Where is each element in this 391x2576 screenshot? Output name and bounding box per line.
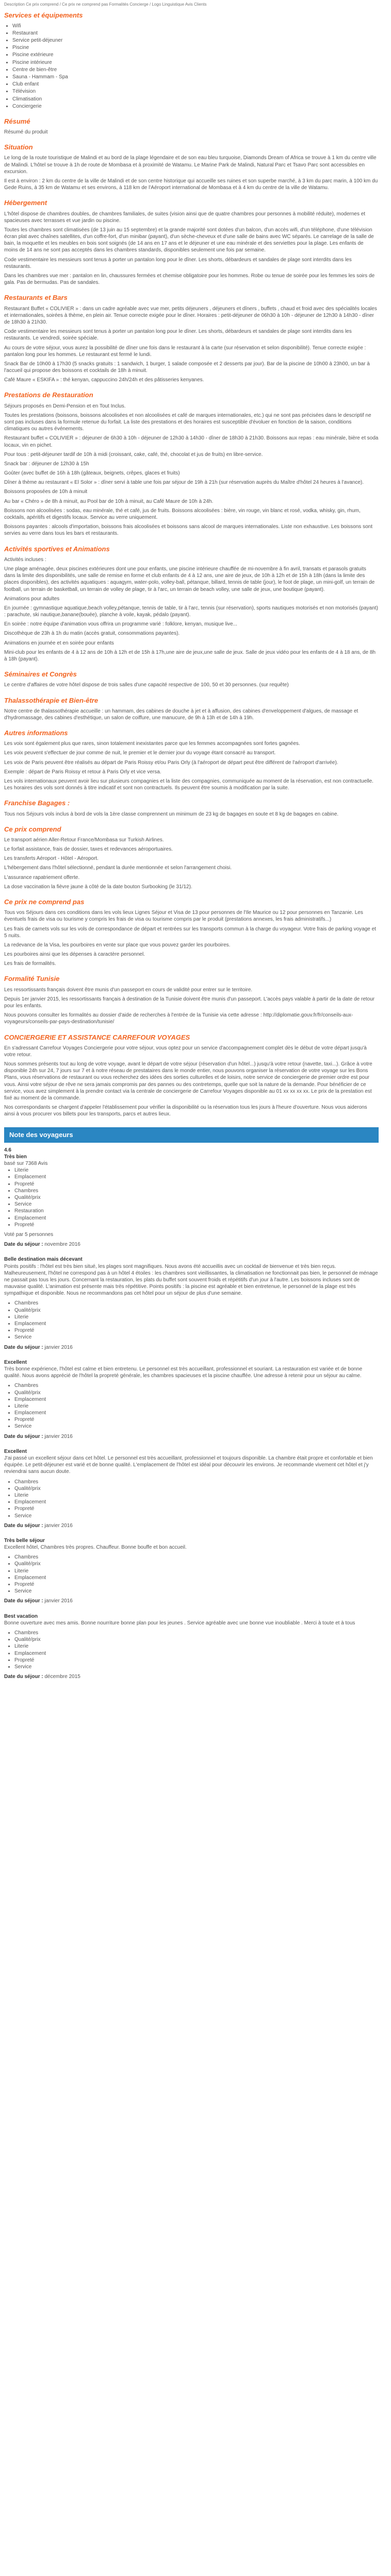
- section-title: Formalité Tunisie: [4, 975, 60, 983]
- section-paragraph: Boissons proposées de 10h à minuit: [4, 489, 88, 495]
- review-criterion: • Service: [14, 1201, 379, 1208]
- section-paragraph: L'hébergement dans l'hôtel sélectionné, pendant la durée mentionnée et selon l'arrangement choisi.: [4, 865, 232, 871]
- section-paragraph: Code vestimentaire les messieurs sont tenus à porter un pantalon long pour le dîner. Les shorts, débardeurs et sandales de plage sont interdits dans les restaurants.: [4, 257, 352, 269]
- review-criterion: • Service: [14, 1334, 379, 1341]
- amenity-item: • Wifi: [12, 23, 379, 29]
- review-criteria: [4, 1300, 379, 1341]
- section-title: Activités sportives et Animations: [4, 545, 110, 553]
- section-paragraph: Pour tous : petit-déjeuner tardif de 10h à midi (croissant, cake, café, thé, chocolat et jus de fruits) en libre-service.: [4, 451, 263, 457]
- review-criterion: • Emplacement: [14, 1320, 379, 1327]
- review-criterion: • Literie: [14, 1167, 379, 1174]
- section-paragraph: Mini-club pour les enfants de 4 à 12 ans de 10h à 12h et de 15h à 17h,une aire de jeux,une salle de jeux. Salle de jeux vidéo pour les enfants de 4 à 18 ans, de 8h à 18h (payant).: [4, 649, 376, 663]
- section-paragraph: Les transferts Aéroport - Hôtel - Aéroport.: [4, 856, 99, 862]
- review-title: Très bien: [4, 1154, 27, 1160]
- section-paragraph: Résumé du produit: [4, 129, 48, 135]
- review-date-label: Date du séjour :: [4, 1344, 43, 1350]
- review-criterion: • Qualité/prix: [14, 1485, 379, 1492]
- section-title: CONCIERGERIE ET ASSISTANCE CARREFOUR VOYAGES: [4, 1033, 190, 1041]
- review-criteria: [4, 1554, 379, 1595]
- section-paragraph: Animations pour adultes: [4, 596, 60, 602]
- review-criterion: • Service: [14, 1513, 379, 1519]
- section-paragraph: L'assurance rapatriement offerte.: [4, 874, 80, 880]
- review-criterion: • Restauration: [14, 1208, 379, 1214]
- amenities-list: [4, 23, 379, 110]
- section-paragraph: La redevance de la Visa, les pourboires en vente sur place que vous pouvez garder les pourboires.: [4, 942, 231, 948]
- review-date: janvier 2016: [44, 1522, 73, 1529]
- amenity-item: • Service petit-déjeuner: [12, 37, 379, 44]
- section-paragraph: Code vestimentaire les messieurs sont tenus à porter un pantalon long pour le dîner. Les shorts, débardeurs et sandales de plage sont interdits dans les restaurants. Le vendredi, soirée spéciale.: [4, 329, 352, 342]
- section-paragraph: Nous pouvons consulter les formalités au dossier d'aide de recherches à l'entrée de la Tunisie via cette adresse : http://diplomatie.gouv.fr/fr/conseils-aux-voyageurs/conseils-par-pays-destination/tunisie/: [4, 1012, 353, 1025]
- review-date-row: [4, 1522, 379, 1529]
- section-paragraph: En s'adressant Carrefour Voyages Conciergerie pour votre séjour, vous optez pour un service d'accompagnement complet dès le début de votre départ jusqu'à votre retour.: [4, 1045, 367, 1058]
- review-date-label: Date du séjour :: [4, 1433, 43, 1439]
- review-votes: Voté par 5 personnes: [4, 1231, 54, 1238]
- amenity-item: • Télévision: [12, 88, 379, 95]
- review-criterion: • Qualité/prix: [14, 1561, 379, 1567]
- section-paragraph: Les voix de Paris peuvent être réalisés au départ de Paris Roissy et/ou Paris Orly (à l'aéroport de départ peut être différent de l'aéroport d'arrivée).: [4, 759, 338, 766]
- section-paragraph: Boissons non alcoolisées : sodas, eau minérale, thé et café, jus de fruits. Boissons alcoolisées : bière, vin rouge, vin blanc et rosé, vodka, whisky, gin, rhum, cocktails, apéritifs et digestifs locaux. Service au verre uniquement.: [4, 507, 361, 521]
- review-criterion: • Qualité/prix: [14, 1636, 379, 1643]
- section-paragraph: Depuis 1er janvier 2015, les ressortissants français à destination de la Tunisie doivent être munis d'un passeport. L'accès pays valable à partir de la date de retour pour les enfants.: [4, 996, 375, 1009]
- section-paragraph: Au bar « Chéro » de 8h à minuit, au Pool bar de 10h à minuit, au Café Maure de 10h à 24h.: [4, 498, 214, 504]
- section-paragraph: Au cours de votre séjour, vous aurez la possibilité de dîner une fois dans le restaurant à la carte (sur réservation et selon disponibilité). Tenue correcte exigée : pantalon long pour les hommes. Le restaurant est fermé le lundi.: [4, 345, 366, 358]
- review-criterion: • Propreté: [14, 1222, 379, 1228]
- section-paragraph: Boissons payantes : alcools d'importation, boissons frais alcoolisées et boissons sans alcool de marques internationales. Liste non exhaustive. Les boissons sont servies au verre dans tous les bars et restaurants.: [4, 524, 372, 537]
- reviews-banner: Note des voyageurs: [4, 1127, 379, 1143]
- section-paragraph: Goûter (avec buffet de 16h à 18h (gâteaux, beignets, crêpes, glaces et fruits): [4, 470, 180, 477]
- review-criterion: • Chambres: [14, 1300, 379, 1307]
- section-paragraph: L'hôtel dispose de chambres doubles, de chambres familiales, de suites (vision ainsi que de quatre chambres pour personnes à mobilité réduite), modernes et spacieuses avec terrasses et vue jardin ou piscine.: [4, 211, 366, 224]
- section-paragraph: Le transport aérien Aller-Retour France/Mombasa sur Turkish Airlines.: [4, 837, 164, 843]
- amenity-item: • Piscine extérieure: [12, 52, 379, 58]
- section-title: Autres informations: [4, 729, 68, 737]
- amenity-item: • Conciergerie: [12, 103, 379, 110]
- section-title: Restaurants et Bars: [4, 294, 68, 302]
- review-date: janvier 2016: [44, 1598, 73, 1604]
- reviews-list: [4, 1147, 379, 1681]
- section-paragraph: Les vols internationaux peuvent avoir lieu sur plusieurs compagnies et la liste des compagnies, communiquée au moment de la réservation, est non contractuelle. Les horaires des vols sont donnés à titre indicatif et sont non contractuels. Ils peuvent être soumis à modification par la suite.: [4, 778, 373, 791]
- review-criterion: • Literie: [14, 1643, 379, 1650]
- section-paragraph: Nos correspondants se chargent d'appeler l'établissement pour vérifier la disponibilité ou la réservation tous les jours à l'heure d'ouverture. Nous vous aiderons ainsi à vous procurer vos billets pour les transports, parcs et autres lieux.: [4, 1105, 367, 1117]
- amenity-item: • Club enfant: [12, 81, 379, 88]
- review: [4, 1256, 379, 1350]
- review-date-row: [4, 1241, 379, 1248]
- section-paragraph: Snack Bar de 10h00 à 17h30 (5 snacks gratuits : 1 sandwich, 1 burger, 1 salade composée et 2 desserts par jour). Bar de la piscine de 10h00 à 23h00, un bar à l'accueil qui propose des boissons et cocktails de 18h à minuit.: [4, 361, 370, 374]
- section-paragraph: Il est à environ : 2 km du centre de la ville de Malindi et de son centre historique qui accueille ses ruines et son superbe marché, à 3 km du parc marin, à 100 km du Gede Ruins, à 35 km de Watamu et ses environs, à 118 km de l'Aéroport international de Mombasa et à 4 km du centre de la ville de Watamu.: [4, 178, 378, 191]
- review-date-label: Date du séjour :: [4, 1242, 43, 1248]
- review-criteria: [4, 1479, 379, 1519]
- review: [4, 1147, 379, 1248]
- review-date: janvier 2016: [44, 1433, 73, 1439]
- review-text: Excellent hôtel, Chambres très propres. Chauffeur. Bonne bouffe et bon accueil.: [4, 1545, 187, 1551]
- review-date-label: Date du séjour :: [4, 1522, 43, 1529]
- section-paragraph: Restaurant Buffet « COLIVIER » : dans un cadre agréable avec vue mer, petits déjeuners , déjeuners et dîners , buffets , chaud et froid avec des spécialités locales et internationales, soirées à thème, en plein air. Tenue correcte exigée pour le dîner. Horaires : petit-déjeuner de 06h30 à 10h - déjeuner de 12h30 à 14h30 - dîner de 18h30 à 21h30.: [4, 306, 377, 325]
- review-criterion: • Emplacement: [14, 1650, 379, 1657]
- section-title: Résumé: [4, 117, 30, 125]
- review-criterion: • Chambres: [14, 1382, 379, 1389]
- section-title: Hébergement: [4, 199, 47, 207]
- section-paragraph: Séjours proposés en Demi-Pension et en Tout Inclus.: [4, 403, 126, 409]
- review-criterion: • Chambres: [14, 1188, 379, 1194]
- review-criterion: • Emplacement: [14, 1410, 379, 1416]
- review-criterion: • Service: [14, 1588, 379, 1595]
- review: [4, 1613, 379, 1681]
- page-description: Description Ce prix comprend / Ce prix ne comprend pas Formalités Concierge / Logo Linguistique Avis Clients: [4, 2, 207, 7]
- section-paragraph: Café Maure « ESKIFA » : thé kenyan, cappuccino 24h/24h et des pâtisseries kenyanes.: [4, 377, 204, 383]
- amenity-item: • Restaurant: [12, 30, 379, 37]
- review-date: janvier 2016: [44, 1344, 73, 1350]
- review-criterion: • Propreté: [14, 1181, 379, 1188]
- review-criterion: • Chambres: [14, 1554, 379, 1561]
- section-paragraph: Les voix peuvent s'effectuer de jour comme de nuit, le premier et le dernier jour du voyage étant consacré au transport.: [4, 750, 276, 756]
- section-paragraph: Toutes les prestations (boissons, boissons alcoolisées et non alcoolisées et café de marques internationales, etc.) qui ne sont pas précisées dans le descriptif ne sont pas incluses dans la formule retenue du forfait. La liste des prestations et des horaires est susceptible d'évoluer en fonction de la saison, conditions climatiques ou autres événements.: [4, 412, 371, 432]
- review-text: Bonne ouverture avec mes amis. Bonne nourriture bonne plan pour les jeunes . Service agréable avec une bonne vue inoubliable . Merci à toute et à tous: [4, 1620, 355, 1626]
- review-date-row: [4, 1433, 379, 1440]
- review-score: 4.6: [4, 1147, 11, 1153]
- section-paragraph: Le long de la route touristique de Malindi et au bord de la plage légendaire et de son eau bleu turquoise, Diamonds Dream of Africa se trouve à 1 km du centre ville de Malindi. L'hôtel se trouve à 1h de route de Mombasa et à proximité de Watamu. Le Marine Park de Malindi, Natural Parc et Tsavo Parc sont accessibles en excursion.: [4, 155, 377, 175]
- review-text: J'ai passé un excellent séjour dans cet hôtel. Le personnel est très accueillant, professionnel et toujours disponible. La chambre était propre et confortable et bien équipée. Le petit-déjeuner est varié et de bonne qualité. L'emplacement de l'hôtel est idéal pour découvrir les environs. Je recommande vivement cet hôtel et j'y reviendrai sans aucun doute.: [4, 1455, 373, 1475]
- section-title: Ce prix ne comprend pas: [4, 897, 85, 906]
- section-paragraph: Tous nos Séjours vols inclus à bord de vols la 1ère classe comprennent un minimum de 23 kg de bagages en soute et 8 kg de bagages en cabine.: [4, 811, 339, 817]
- review-date-row: [4, 1344, 379, 1351]
- review-criterion: • Qualité/prix: [14, 1194, 379, 1201]
- amenity-item: • Centre de bien-être: [12, 66, 379, 73]
- section-title: Services et équipements: [4, 11, 83, 19]
- review-criterion: • Emplacement: [14, 1499, 379, 1505]
- review-criterion: • Propreté: [14, 1327, 379, 1334]
- review-title: Excellent: [4, 1448, 27, 1454]
- review-criterion: • Qualité/prix: [14, 1389, 379, 1396]
- section-paragraph: Les frais de formalités.: [4, 961, 56, 967]
- section-title: Franchise Bagages :: [4, 799, 70, 807]
- review-criterion: • Emplacement: [14, 1215, 379, 1222]
- section-paragraph: Les voix sont également plus que rares, sinon totalement inexistantes parce que les femmes accompagnées sont fortes gagnées.: [4, 741, 300, 747]
- review-date-row: [4, 1598, 379, 1604]
- review-title: Très belle séjour: [4, 1537, 45, 1544]
- section-paragraph: Restaurant buffet « COLIVIER » : déjeuner de 6h30 à 10h - déjeuner de 12h30 à 14h30 - dîner de 18h30 à 21h30. Boissons aux repas : eau minérale, bière et soda locaux, vin en pichet.: [4, 435, 379, 448]
- review-criterion: • Emplacement: [14, 1174, 379, 1180]
- section-title: Séminaires et Congrès: [4, 670, 77, 679]
- section-paragraph: Les frais de carnets vols sur les vols de correspondance de départ et rentrées sur les transports commun à la charge du voyageur. Votre frais de parking voyage et 5 nuits.: [4, 926, 376, 939]
- section-paragraph: Tous vos Séjours dans ces conditions dans les vols lieux Lignes Séjour et Visa de 13 pour personnes de l'Ile Maurice ou 12 pour personnes en Tanzanie. Les éventuels frais de visa ou tourisme y compris les frais de visa ou tourisme compris par le produit (prestations annexes, les frais administratifs...): [4, 910, 363, 923]
- review-criterion: • Service: [14, 1423, 379, 1430]
- review-criterion: • Literie: [14, 1568, 379, 1574]
- review-line: basé sur 7368 Avis: [4, 1161, 48, 1167]
- section-paragraph: Activités incluses :: [4, 556, 46, 563]
- review-title: Best vacation: [4, 1613, 38, 1619]
- section-paragraph: Exemple : départ de Paris Roissy et retour à Paris Orly et vice versa.: [4, 769, 161, 775]
- review-criteria: [4, 1630, 379, 1670]
- review-criterion: • Literie: [14, 1492, 379, 1499]
- amenity-item: • Piscine intérieure: [12, 59, 379, 66]
- review-text: Très bonne expérience, l'hôtel est calme et bien entretenu. Le personnel est très accueillant, professionnel et souriant. La restauration est variée et de bonne qualité. Nous avons apprécié de l'hôtel la propreté générale, les chambres spacieuses et la piscine chauffée. Une adresse à retenir pour un séjour au calme.: [4, 1366, 363, 1379]
- review-criterion: • Literie: [14, 1403, 379, 1410]
- review-title: Belle destination mais décevant: [4, 1257, 83, 1263]
- section-paragraph: Une plage aménagée, deux piscines extérieures dont une pour enfants, une piscine intérieure chauffée de mi-novembre à fin avril, transats et parasols gratuits dans la limite des disponibilités, une salle de remise en forme et club enfants de 4 à 12 ans, une aire de jeux, de 10h à 12h et de 15h à 18h (dans la limite des places disponibles), des activités aquatiques : aquagym, water-polo, volley-ball, pétanque, billard, tennis de table (jour), le foot de plage, un mini-golf, un terrain de football, un terrain de basketball, un terrain de volley de plage, tir à l'arc, un terrain de beach volley, une salle de jeux, une boutique (payant).: [4, 566, 375, 592]
- section-title: Situation: [4, 143, 33, 151]
- section-paragraph: En journée : gymnastique aquatique,beach volley,pétanque, tennis de table, tir à l'arc, tennis (sur réservation), sports nautiques motorisés et non motorisés (payant) : parachute, ski nautique,banane(bouée), planche à voile, kayak, pédalo (payant).: [4, 605, 378, 618]
- amenity-item: • Climatisation: [12, 96, 379, 103]
- section-paragraph: Dans les chambres vue mer : pantalon en lin, chaussures fermées et chemise obligatoire pour les hommes. Robe ou tenue de soirée pour les femmes les soirs de gala. Pas de bermudas. Pas de sandales.: [4, 273, 375, 286]
- review-criterion: • Chambres: [14, 1630, 379, 1636]
- section-paragraph: Snack bar : déjeuner de 12h30 à 15h: [4, 461, 89, 467]
- review-date: décembre 2015: [44, 1674, 80, 1680]
- review-criterion: • Propreté: [14, 1505, 379, 1512]
- section-paragraph: Dîner à thème au restaurant « El Solor » : dîner servi à table une fois par séjour de 19h à 21h (sur réservation auprès du Maître d'hôtel 24 heures à l'avance).: [4, 480, 364, 486]
- section-paragraph: Toutes les chambres sont climatisées (de 13 juin au 15 septembre) et la grande majorité sont dotées d'un balcon, d'un accès wifi, d'un téléphone, d'une télévision écran plat avec chaînes satellites, d'un coffre-fort, d'un minibar (payant), d'un sèche-cheveux et d'une salle de bains avec WC séparés. Le carrelage de la salle de bain, la moquette et les meubles en bois sont soignés (de 14 ans en 17 ans et le déjeuner et une eau minérale et des serviettes pour la plage. Les enfants de moins de 14 ans ne sont pas acceptés dans les chambres standards, disponibles seulement une fois par semaine.: [4, 227, 374, 253]
- review-criteria: [4, 1382, 379, 1430]
- review-criterion: • Emplacement: [14, 1396, 379, 1403]
- review: [4, 1359, 379, 1440]
- review-criteria: [4, 1167, 379, 1228]
- section-paragraph: Les pourboires ainsi que les dépenses à caractère personnel.: [4, 952, 145, 958]
- section-paragraph: Nous sommes présents tout au long de votre voyage, avant le départ de votre séjour (réservation d'un hôtel...) jusqu'à votre retour (navette, taxi...). Grâce à votre disponible 24h sur 24, 7 jours sur 7 et à notre réseau de prestataires dans le monde entier, nous pouvons organiser la réservation de votre voyage sur les Bons Plans, vous réservations de restaurant ou vous recherchez des idées des sorties culturelles et de loisirs, notre service de conciergerie de premier ordre est pour vous. Ainsi votre séjour de rêve ne sera jamais compromis par des pannes ou des contretemps, quelle que soit la nature de la demande. Pour bénéficier de ce service, vous avez simplement à la prendre contact via la centrale de conciergerie de Carrefour Voyages disponible au 01 xx xx xx xx. Le prix de la prestation est fixé au moment de la commande.: [4, 1061, 372, 1101]
- review-title: Excellent: [4, 1359, 27, 1365]
- section-paragraph: Discothèque de 23h à 1h du matin (accès gratuit, consommations payantes).: [4, 631, 180, 637]
- section-title: Thalassothérapie et Bien-être: [4, 696, 99, 704]
- review-criterion: • Propreté: [14, 1657, 379, 1664]
- review-date-label: Date du séjour :: [4, 1674, 43, 1680]
- review-text: Points positifs : l'hôtel est très bien situé, les plages sont magnifiques. Nous avons été accueillis avec un cocktail de bienvenue et très bien reçus. Malheureusement, l'hôtel ne correspond pas à un hôtel 4 étoiles : les chambres sont vieillissantes, la climatisation ne fonctionnait pas bien, le personnel de ménage ne passait pas tous les jours. Concernant la restauration, les plats du buffet sont souvent froids et répétitifs d'un jour à l'autre. Les boissons incluses sont de mauvaise qualité. L'animation est présente mais très répétitive. Points positifs : la piscine est agréable et bien entretenue, le personnel de la plage est très sympathique et disponible. Nous ne recommandons pas cet hôtel pour un séjour de plus d'une semaine.: [4, 1263, 378, 1297]
- review-date-label: Date du séjour :: [4, 1598, 43, 1604]
- review: [4, 1448, 379, 1529]
- section-title: Prestations de Restauration: [4, 391, 93, 399]
- review-criterion: • Qualité/prix: [14, 1307, 379, 1314]
- amenity-item: • Piscine: [12, 44, 379, 51]
- section-paragraph: Notre centre de thalassothérapie accueille : un hammam, des cabines de douche à jet et à affusion, des cabines d'enveloppement d'algues, de massage et d'hydromassage, des cabines d'esthétique, un salon de coiffure, une manucure, de 9h à 13h et de 14h à 19h.: [4, 708, 359, 721]
- section-paragraph: Les ressortissants français doivent être munis d'un passeport en cours de validité pour entrer sur le territoire.: [4, 987, 253, 993]
- section-paragraph: La dose vaccination la fièvre jaune à côté de la date bouton Surbooking (le 31/12).: [4, 884, 192, 890]
- section-paragraph: Animations en journée et en soirée pour enfants: [4, 640, 114, 646]
- review-criterion: • Chambres: [14, 1479, 379, 1485]
- review-criterion: • Propreté: [14, 1416, 379, 1423]
- section-paragraph: Le forfait assistance, frais de dossier, taxes et redevances aéroportuaires.: [4, 846, 173, 853]
- section-paragraph: En soirée : notre équipe d'animation vous offrira un programme varié : folklore, kenyan, musique live...: [4, 621, 237, 628]
- section-title: Ce prix comprend: [4, 825, 61, 833]
- sections: [4, 11, 379, 1118]
- amenity-item: • Sauna - Hammam - Spa: [12, 74, 379, 80]
- review: [4, 1537, 379, 1605]
- review-criterion: • Service: [14, 1664, 379, 1670]
- review-criterion: • Propreté: [14, 1581, 379, 1588]
- review-criterion: • Emplacement: [14, 1574, 379, 1581]
- review-criterion: • Literie: [14, 1314, 379, 1320]
- section-paragraph: Le centre d'affaires de votre hôtel dispose de trois salles d'une capacité respective de 100, 50 et 30 personnes. (sur requête): [4, 682, 289, 688]
- review-date-row: [4, 1673, 379, 1680]
- review-date: novembre 2016: [44, 1242, 80, 1248]
